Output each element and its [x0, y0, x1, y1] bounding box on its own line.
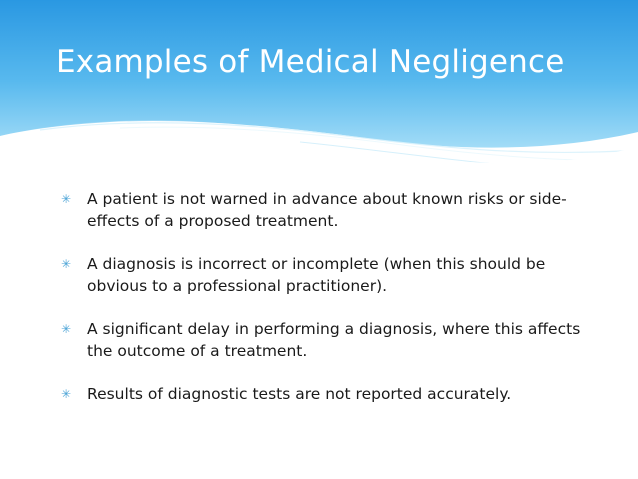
wave-banner-graphic: [0, 0, 638, 175]
bullet-item: [56, 318, 596, 362]
bullet-text: A patient is not warned in advance about known risks or side-effects of a proposed treatment.: [87, 190, 567, 230]
bullet-text: A diagnosis is incorrect or incomplete (when this should be obvious to a professional practitioner).: [87, 255, 546, 295]
bullet-item: [56, 383, 596, 405]
bullet-text: Results of diagnostic tests are not reported accurately.: [87, 385, 512, 403]
bullet-item: [56, 253, 596, 297]
bullet-item: [56, 188, 596, 232]
asterisk-bullet-icon: ✳: [60, 192, 72, 206]
bullet-list: [56, 188, 596, 426]
bullet-text: A significant delay in performing a diagnosis, where this affects the outcome of a treatment.: [87, 320, 581, 360]
asterisk-bullet-icon: ✳: [60, 322, 72, 336]
asterisk-bullet-icon: ✳: [60, 387, 72, 401]
title-banner: [0, 0, 638, 175]
slide-title: Examples of Medical Negligence: [56, 44, 565, 80]
asterisk-bullet-icon: ✳: [60, 257, 72, 271]
